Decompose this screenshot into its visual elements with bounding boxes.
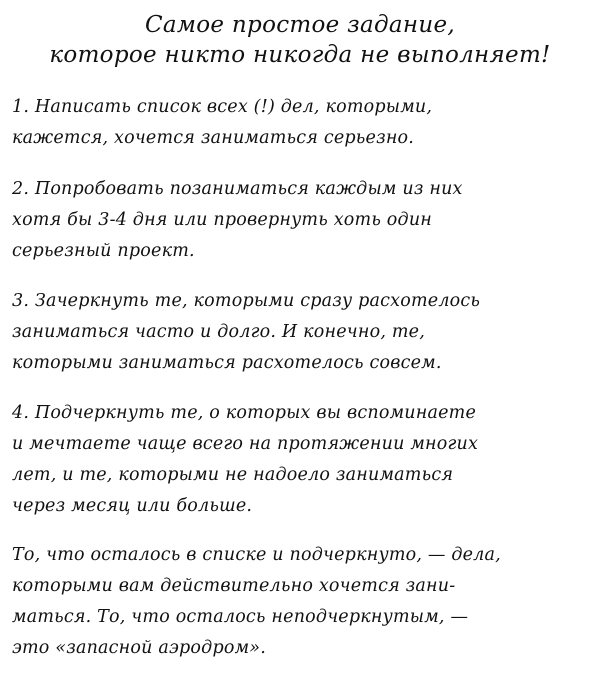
text-line: хотя бы 3-4 дня или провернуть хоть один: [12, 210, 433, 230]
page-title: [0, 10, 600, 70]
title-line-1: Самое простое задание,: [144, 12, 456, 38]
text-line: лет, и те, которыми не надоело заниматься: [12, 465, 454, 485]
step-1-paragraph: [12, 92, 594, 154]
text-line: маться. То, что осталось неподчеркнутым, —: [12, 607, 469, 627]
text-line: заниматься часто и долго. И конечно, те,: [12, 322, 425, 342]
step-3-paragraph: [12, 286, 594, 379]
step-2-paragraph: [12, 174, 594, 267]
text-line: 1. Написать список всех (!) дел, которыми,: [12, 97, 433, 117]
text-line: 4. Подчеркнуть те, о которых вы вспоминаете: [12, 403, 477, 423]
text-line: это «запасной аэродром».: [12, 638, 266, 658]
text-line: кажется, хочется заниматься серьезно.: [12, 128, 415, 148]
text-line: серьезный проект.: [12, 241, 195, 261]
conclusion-paragraph: [12, 540, 594, 664]
text-line: которыми заниматься расхотелось совсем.: [12, 353, 442, 373]
text-line: 3. Зачеркнуть те, которыми сразу расхотелось: [12, 291, 481, 311]
text-line: через месяц или больше.: [12, 496, 253, 516]
text-line: То, что осталось в списке и подчеркнуто, — дела,: [12, 545, 501, 565]
step-4-paragraph: [12, 398, 594, 522]
text-line: и мечтаете чаще всего на протяжении многих: [12, 434, 479, 454]
text-line: 2. Попробовать позаниматься каждым из них: [12, 179, 463, 199]
title-line-2: которое никто никогда не выполняет!: [49, 42, 551, 68]
text-line: которыми вам действительно хочется зани-: [12, 576, 456, 596]
